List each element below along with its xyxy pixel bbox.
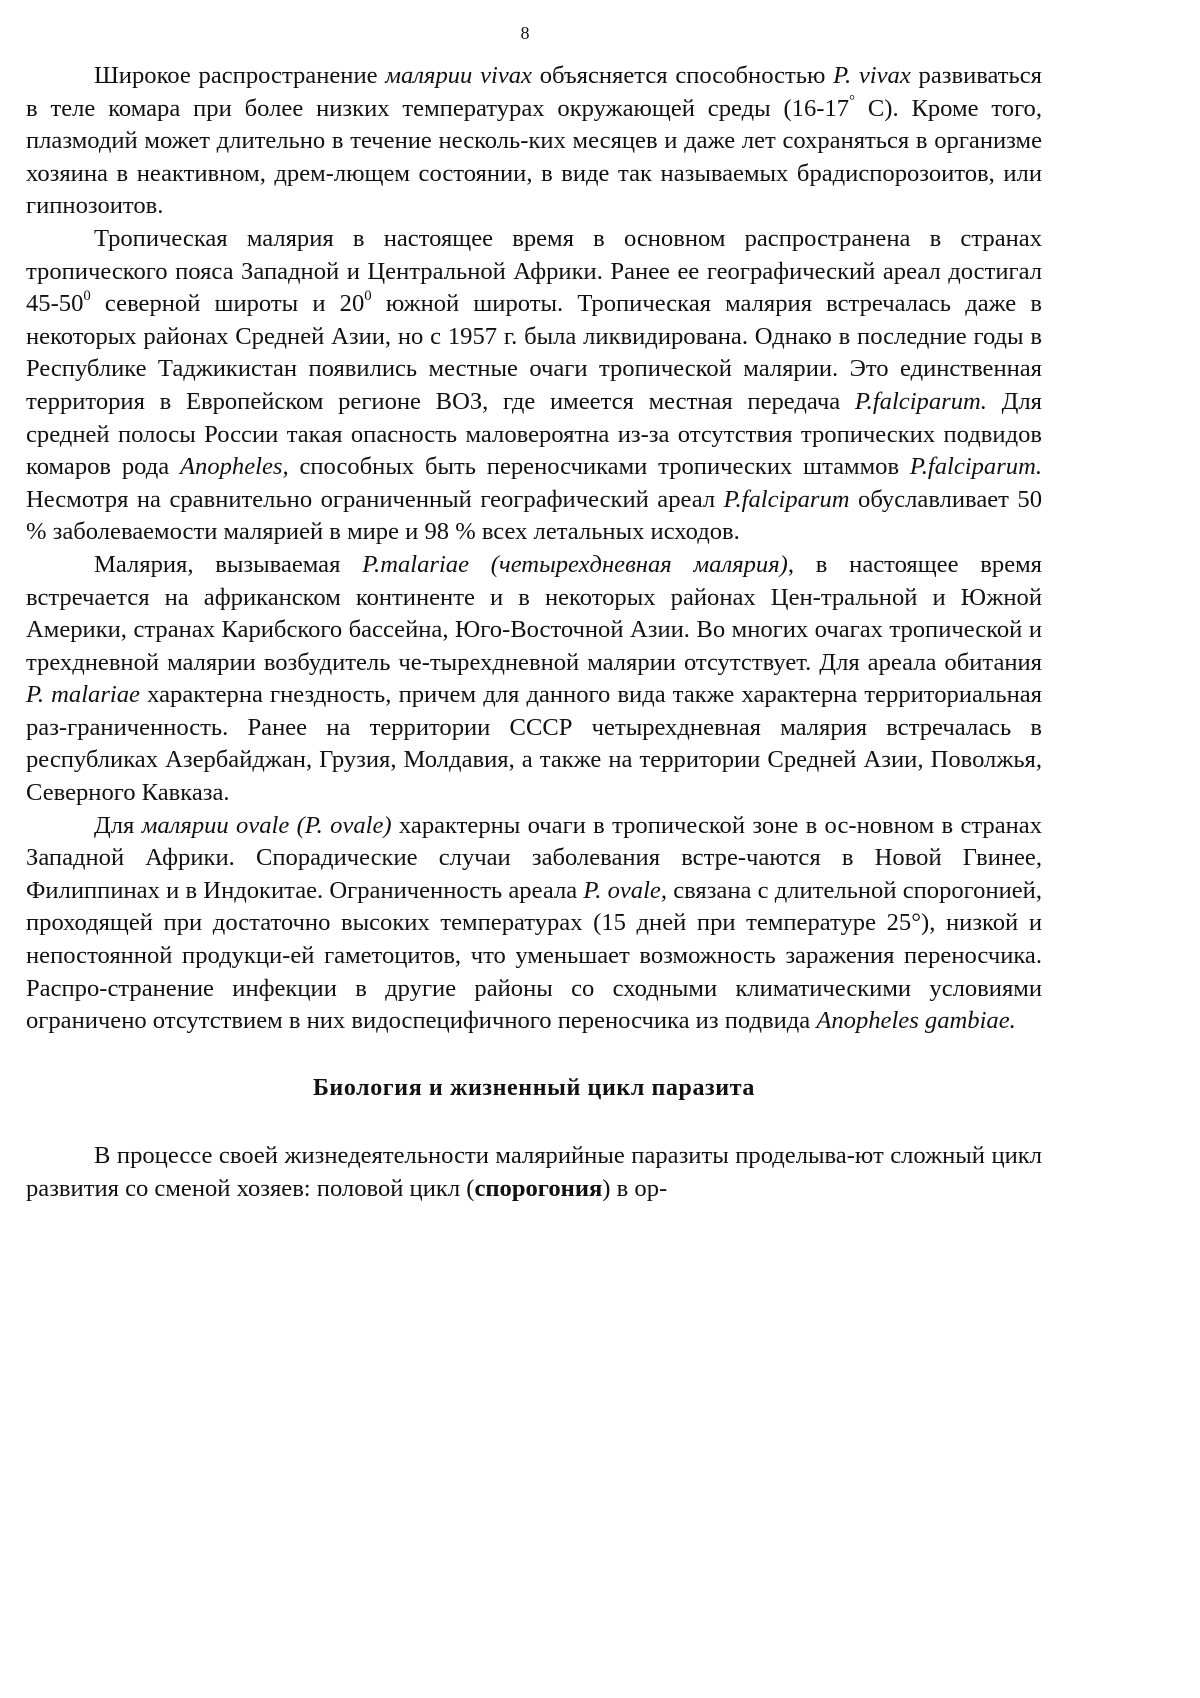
paragraph-ovale [26,810,1042,1038]
text-run: Несмотря на сравнительно ограниченный географический ареал [26,485,724,513]
italic-term: малярии vivax [385,62,532,89]
text-run: Для [94,811,142,839]
page-number: 8 [520,23,530,43]
text-run: объясняется способностью [531,62,834,89]
paragraph-tropical-malaria [26,223,1042,549]
body-text [26,60,1042,1206]
text-run: ) в ор- [602,1175,668,1202]
superscript: 0 [364,288,372,305]
text-run: , в настоящее время встречается на африканском континенте и в некоторых районах Цен-тральной и Южной Америки, странах Карибского бассейна, Юго-Восточной Азии. Во многих очагах тропической и трехдневной малярии возбудитель че-тырехдневной малярии отсутствует. Для ареала обитания [26,550,1042,676]
italic-term: P.falciparum. [854,387,987,415]
italic-term: P. ovale, [583,876,667,904]
italic-term: Anopheles, [180,453,289,481]
text-run: Широкое распространение [94,62,386,89]
text-run: обуславливает 50 % заболеваемости малярией в мире и 98 % всех летальных исходов. [26,485,1042,546]
italic-term: малярии ovale (P. ovale) [141,811,392,839]
section-heading: Биология и жизненный цикл паразита [312,1074,756,1101]
text-run: Малярия, вызываемая [94,550,363,578]
italic-term: Anopheles gambiae. [816,1007,1016,1035]
superscript: ° [849,92,855,109]
italic-term: P.malariae (четырехдневная малярия) [362,550,788,578]
text-run: В процессе своей жизнедеятельности малярийные паразиты проделыва-ют сложный цикл развития со сменой хозяев: половой цикл ( [26,1142,1042,1202]
text-run: С). Кроме того, плазмодий может длительно в течение несколь-ких месяцев и даже лет сохраняться в организме хозяина в неактивном, дрем-лющем состоянии, в виде так называемых брадиспорозоитов, или гипнозоитов. [26,94,1043,220]
paragraph-life-cycle [26,1140,1042,1205]
italic-term: P.falciparum. [909,453,1043,481]
paragraph-malariae [26,549,1042,810]
text-run: развиваться в теле комара при более низких температурах окружающей среды (16-17 [26,62,1042,122]
text-run: характерна гнездность, причем для данного вида также характерна территориальная раз-граниченность. Ранее на территории СССР четырехдневная малярия встречалась в республиках Азербайджан, Грузия, Молдавия, а также на территории Средней Азии, Поволжья, Северного Кавказа. [26,681,1042,807]
bold-term: спорогония [474,1175,603,1202]
italic-term: P. malariae [26,681,140,709]
text-run: характерны очаги в тропической зоне в ос-новном в странах Западной Африки. Спорадические случаи заболевания встре-чаются в Новой Гвинее, Филиппинах и в Индокитае. Ограниченность ареала [26,811,1042,904]
paragraph-vivax [26,60,1042,223]
text-run: южной широты. Тропическая малярия встречалась даже в некоторых районах Средней Азии, но с 1957 г. была ликвидирована. Однако в последние годы в Республике Таджикистан появились местные очаги тропической малярии. Это единственная территория в Европейском регионе ВОЗ, где имеется местная передача [26,290,1042,415]
superscript: 0 [83,288,91,305]
text-run: северной широты и 20 [90,290,365,318]
italic-term: P. vivax [833,62,911,89]
text-run: Тропическая малярия в настоящее время в основном распространена в странах тропического пояса Западной и Центральной Африки. Ранее ее географический ареал достигал 45-50 [26,224,1042,318]
italic-term: P.falciparum [723,485,850,513]
text-run: связана с длительной спорогонией, проходящей при достаточно высоких температурах (15 дней при температуре 25°), низкой и непостоянной продукци-ей гаметоцитов, что уменьшает возможность заражения переносчика. Распро-странение инфекции в другие районы со сходными климатическими условиями ограничено отсутствием в них видоспецифичного переносчика из подвида [26,876,1042,1035]
text-run: Для средней полосы России такая опасность маловероятна из-за отсутствия тропических подвидов комаров рода [26,387,1042,481]
text-run: способных быть переносчиками тропических штаммов [288,453,910,481]
